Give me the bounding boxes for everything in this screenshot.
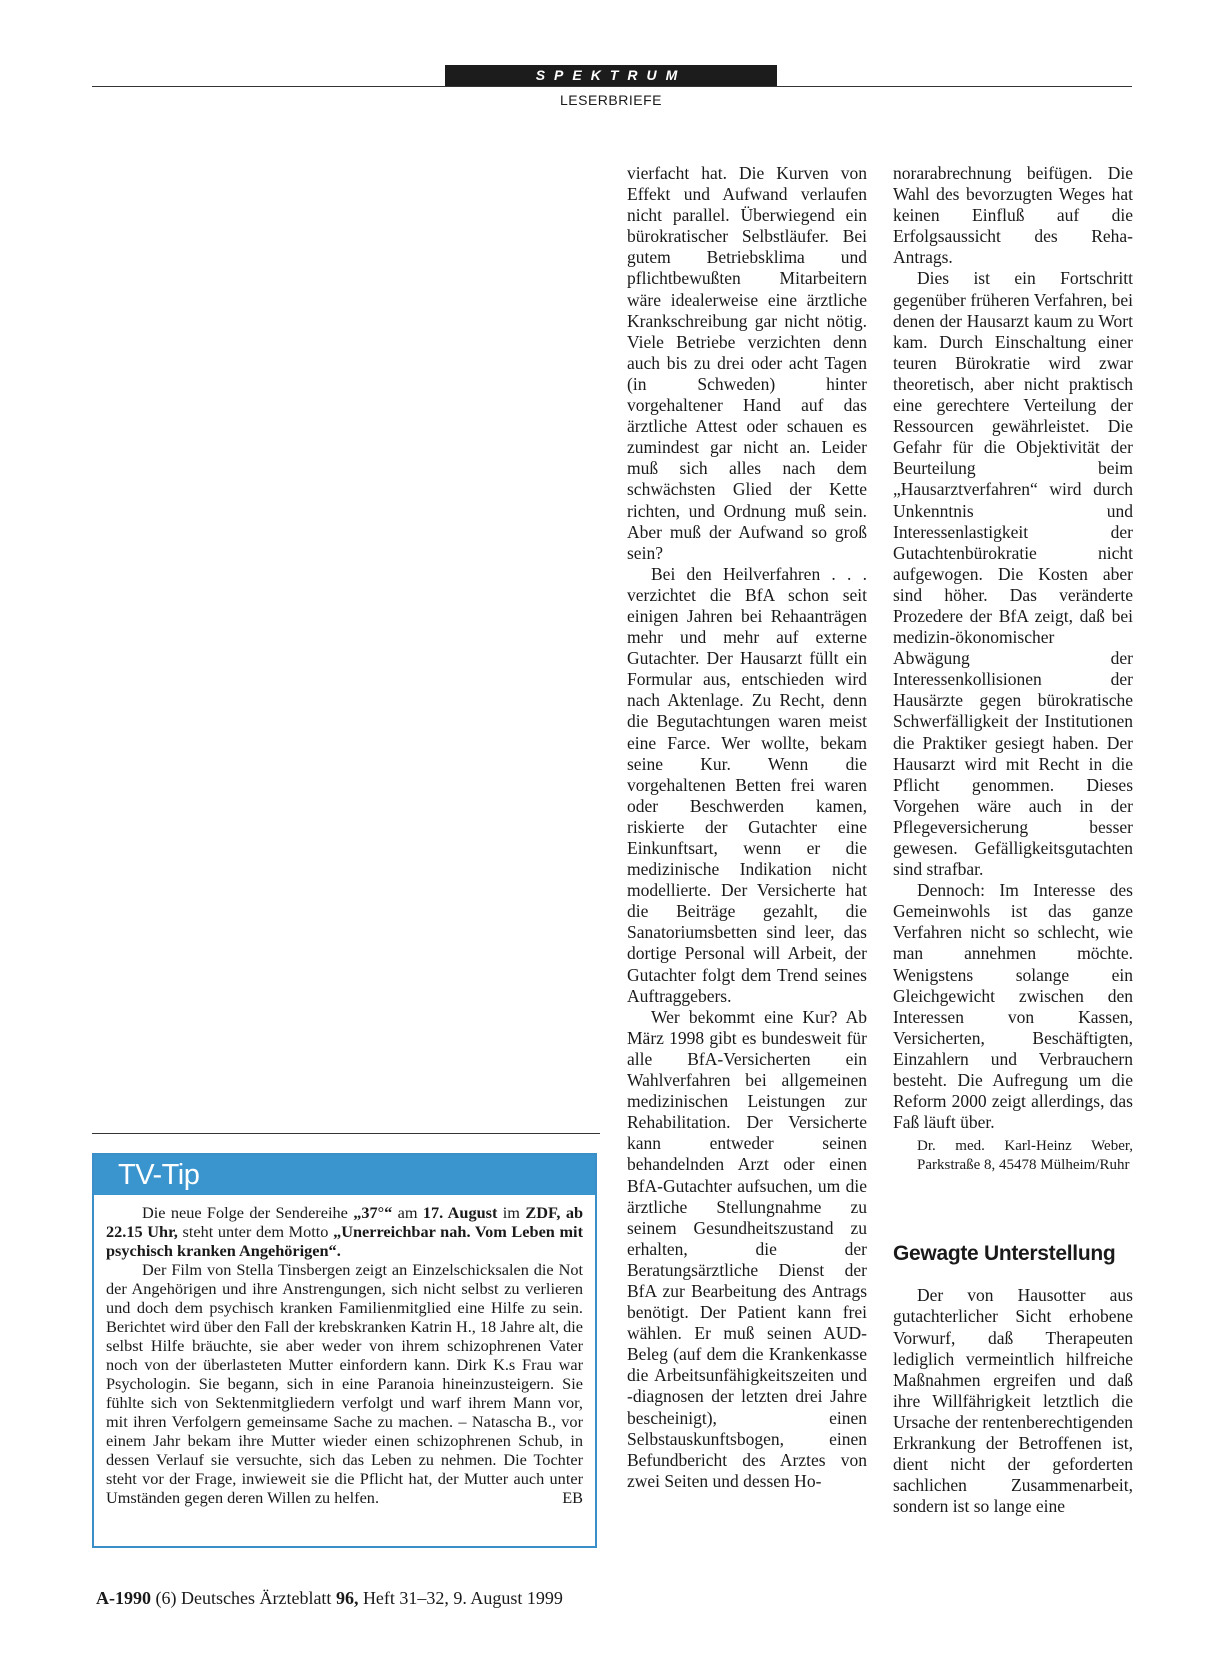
footer-text: Heft 31–32, 9. August 1999 bbox=[358, 1588, 563, 1608]
tv-tip-title: TV-Tip bbox=[94, 1155, 595, 1195]
article-column-2 bbox=[893, 163, 1133, 1517]
tv-tip-box bbox=[92, 1153, 597, 1548]
tv-tip-body bbox=[94, 1195, 595, 1507]
article-column-1 bbox=[627, 163, 867, 1492]
paragraph: Dennoch: Im Interesse des Gemeinwohls ist das ganze Verfahren nicht so schlecht, wie man annehmen möchte. Wenigstens solange ein Gleichgewicht zwischen den Interessen von Kassen, Versicherten, Beschäftigten, Einzahlern und Verbrauchern besteht. Die Aufregung um die Reform 2000 zeigt allerdings, das Faß läuft über. bbox=[893, 880, 1133, 1133]
page-number: A-1990 bbox=[96, 1588, 151, 1608]
paragraph: vierfacht hat. Die Kurven von Effekt und Aufwand verlaufen nicht parallel. Überwiegend ein bürokratischer Selbstläufer. Bei gutem Betriebsklima und pflichtbewußten Mitarbeitern wäre idealerweise eine ärztliche Krankschreibung gar nicht nötig. Viele Betriebe verzichten denn auch bis zu drei oder acht Tagen (in Schweden) hinter vorgehaltener Hand auf das ärztliche Attest oder schauen es zumindest gar nicht an. Leider muß sich alles nach dem schwächsten Glied der Kette richten, und Ordnung muß sein. Aber muß der Aufwand so groß sein? bbox=[627, 163, 867, 563]
paragraph: Wer bekommt eine Kur? Ab März 1998 gibt es bundesweit für alle BfA-Versicherten ein Wahlverfahren bei allgemeinen medizinischen Leistungen zur Rehabilitation. Der Versicherte kann entweder seinen behandelnden Arzt oder einen BfA-Gutachter aufsuchen, um die ärztliche Stellungnahme zu seinem Gesundheitszustand zu erhalten, die der Beratungsärztliche Dienst der BfA zur Bearbeitung des Antrags benötigt. Der Patient kann frei wählen. Er muß seinen AUD-Beleg (auf dem die Krankenkasse die Arbeitsunfähigkeitszeiten und -diagnosen der letzten drei Jahre bescheinigt), einen Selbstauskunftsbogen, einen Befundbericht des Arztes von zwei Seiten und dessen Ho- bbox=[627, 1006, 867, 1491]
text: am bbox=[392, 1203, 423, 1222]
show-name: „37°“ bbox=[353, 1203, 393, 1222]
header-rule bbox=[92, 86, 1132, 87]
letter-headline: Gewagte Unterstellung bbox=[893, 1242, 1116, 1266]
section-banner: SPEKTRUM bbox=[445, 65, 777, 86]
paragraph: norarabrechnung beifügen. Die Wahl des bevorzugten Weges hat keinen Einfluß auf die Erfolgsaussicht des Reha-Antrags. bbox=[893, 163, 1133, 268]
divider bbox=[92, 1133, 600, 1134]
page-footer bbox=[96, 1588, 563, 1609]
tv-tip-intro bbox=[106, 1203, 583, 1260]
author-initials: EB bbox=[562, 1488, 583, 1507]
tv-tip-description bbox=[106, 1260, 583, 1507]
text: im bbox=[497, 1203, 526, 1222]
text: Die neue Folge der Sendereihe bbox=[142, 1203, 354, 1222]
footer-text: (6) Deutsches Ärzteblatt bbox=[151, 1588, 336, 1608]
text: Der Film von Stella Tinsbergen zeigt an Einzelschicksalen die Not der Angehörigen und ihre Anstrengungen, sich nicht selbst zu verlieren und doch dem psychisch kranken Familienmitglied eine Hilfe zu sein. Berichtet wird über den Fall der krebskranken Katrin H., 18 Jahre alt, die selbst Hilfe bräuchte, sie aber weder von ihrem schizophrenen Vater noch von der überlasteten Mutter einfordern kann. Dirk K.s Frau war Psychologin. Sie begann, sich in eine Paranoia hineinzusteigern. Sie fühlte sich von Sektenmitgliedern verfolgt und warf ihrem Mann vor, mit ihren Verfolgern gemeinsame Sache zu machen. – Natascha B., vor einem Jahr bekam ihre Mutter wieder einen schizophrenen Schub, in dessen Verlauf sie versuchte, sich das Leben zu nehmen. Die Tochter steht vor der Frage, inwieweit sie die Pflicht hat, der Mutter auch unter Umständen gegen deren Willen zu helfen. bbox=[106, 1260, 583, 1507]
paragraph: Der von Hausotter aus gutachterlicher Sicht erhobene Vorwurf, daß Therapeuten lediglich vermeintlich hilfreiche Maßnahmen ergreifen und daß ihre Willfährigkeit letztlich die Ursache der rentenberechtigenden Erkrankung der Betroffenen ist, dient nicht der geforderten sachlichen Zusammenarbeit, sondern ist so lange eine bbox=[893, 1285, 1133, 1517]
paragraph: Bei den Heilverfahren . . . verzichtet die BfA schon seit einigen Jahren bei Rehaanträgen mehr und mehr auf externe Gutachter. Der Hausarzt füllt ein Formular aus, entschieden wird nach Aktenlage. Zu Recht, denn die Begutachtungen waren meist eine Farce. Wer wollte, bekam seine Kur. Wenn die vorgehaltenen Betten frei waren oder Beschwerden kamen, riskierte der Gutachter eine Einkunftsart, wenn er die medizinische Indikation nicht modellierte. Der Versicherte hat die Beiträge gezahlt, die Sanatoriumsbetten sind leer, das dortige Personal will Arbeit, der Gutachter folgt dem Trend seines Auftraggebers. bbox=[627, 563, 867, 1006]
channel-time: ZDF, ab 22.15 Uhr, bbox=[106, 1203, 584, 1241]
volume: 96, bbox=[335, 1588, 359, 1608]
text: steht unter dem Motto bbox=[177, 1222, 334, 1241]
subsection-label: LESERBRIEFE bbox=[560, 92, 662, 108]
air-date: 17. August bbox=[422, 1203, 498, 1222]
letter-signature: Dr. med. Karl-Heinz Weber, Parkstraße 8, 45478 Mülheim/Ruhr bbox=[917, 1138, 1133, 1174]
motto: „Unerreichbar nah. Vom Leben mit psychisch kranken Angehörigen“. bbox=[106, 1222, 583, 1260]
paragraph: Dies ist ein Fortschritt gegenüber früheren Verfahren, bei denen der Hausarzt kaum zu Wort kam. Durch Einschaltung einer teuren Bürokratie wird zwar theoretisch, aber nicht praktisch eine gerechtere Verteilung der Ressourcen gewährleistet. Die Gefahr für die Objektivität der Beurteilung beim „Hausarztverfahren“ wird durch Unkenntnis und Interessenlastigkeit der Gutachtenbürokratie nicht aufgewogen. Die Kosten aber sind höher. Das veränderte Prozedere der BfA zeigt, daß bei medizin-ökonomischer Abwägung der Interessenkollisionen der Hausärzte gegen bürokratische Schwerfälligkeit der Institutionen die Praktiker gesiegt haben. Der Hausarzt wird mit Recht in die Pflicht genommen. Dieses Vorgehen wäre auch in der Pflegeversicherung besser gewesen. Gefälligkeitsgutachten sind strafbar. bbox=[893, 268, 1133, 880]
